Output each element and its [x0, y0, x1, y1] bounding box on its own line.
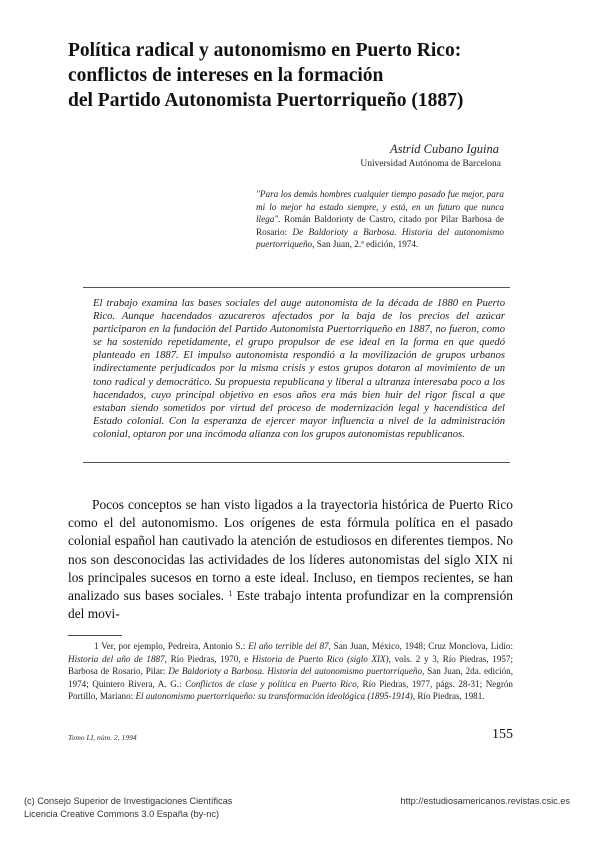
article-title [68, 38, 538, 113]
abstract: El trabajo examina las bases sociales del auge autonomista de la década de 1880 en Puerto Rico. Aunque hacendados azucareros afectados por la baja de los precios del azúcar participaron en la fundación del Partido Autonomista Puertorriqueño en 1887, no fueron, como se ha sostenido repetidamente, el grupo propulsor de ese ideal en la forma en que quedó planteado en 1887. El impulso autonomista respondió a la movilización de grupos urbanos indirectamente perjudicados por la misma crisis y estos grupos dotaron al movimiento de un tono radical y democrático. Su propuesta republicana y liberal a ultranza interesaba poco a los hacendados, cuyo principal objetivo en esos años era más bien huir del rigor fiscal a que estaban siendo sometidos por virtud del proceso de modernización legal y hacendística del Estado colonial. Con la esperanza de ejercer mayor influencia a nivel de la administración colonial, optaron por una incómoda alianza con los grupos autonomistas republicanos. [93, 298, 505, 440]
footnote-text: San Juan, México, 1948; Cruz Monclova, Lidio: [330, 641, 513, 651]
body-text-continued: Este trabajo intenta profundizar en la comprensión del movi- [68, 588, 513, 622]
license-copyright: (c) Consejo Superior de Investigaciones Científicas [24, 796, 233, 806]
footnote-text: Río Piedras, 1981. [415, 691, 485, 702]
volume-info: Tomo LI, núm. 2, 1994 [68, 733, 137, 742]
abstract-top-rule [83, 287, 510, 288]
epigraph-source-title: De Baldorioty a Barbosa. Historia del autonomismo puertorriqueño, [256, 226, 504, 250]
author-affiliation: Universidad Autónoma de Barcelona [360, 159, 501, 169]
abstract-bottom-rule [83, 462, 510, 463]
body-paragraph [68, 496, 513, 623]
footnote-text: 1 Ver, por ejemplo, Pedreira, Antonio S.: [94, 641, 249, 651]
epigraph-quote: "Para los demás hombres cualquier tiempo pasado fue mejor, para mi lo mejor ha estado siempre, y está, en un futuro que nunca llega". [256, 189, 504, 225]
footnote-text: Río Piedras, 1977, págs. 28-31; Negrón Portillo, Mariano: [68, 678, 513, 702]
footnote-cited-title: Conflictos de clase y política en Puerto Rico, [185, 678, 359, 689]
author-name: Astrid Cubano Iguina [389, 142, 499, 156]
body-text: Pocos conceptos se han visto ligados a la trayectoria histórica de Puerto Rico como el del autonomismo. Los orígenes de esta fórmula política en el pasado colonial español han cautivado la atención de estudiosos en diferentes tiempos. No nos son desconocidas las actividades de los líderes autonomistas del siglo XIX ni los principales sucesos en torno a este ideal. Incluso, en tiempos recientes, se han analizado sus bases sociales. [68, 497, 513, 604]
epigraph-attribution: Román Baldorioty de Castro, citado por Pilar Barbosa de Rosario: [256, 214, 504, 237]
license-terms: Licencia Creative Commons 3.0 España (by-nc) [24, 809, 220, 819]
footnote-cited-title: El año terrible del 87, [248, 641, 331, 651]
footnote-rule [68, 635, 122, 636]
title-line: conflictos de intereses en la formación [68, 65, 384, 86]
footnote-text: San Juan, 2da. edición, 1974; Quintero Rivera, A. G.: [68, 666, 513, 689]
footnote-cited-title: De Baldorioty a Barbosa. Historia del autonomismo puertorriqueño, [168, 666, 425, 677]
epigraph-source-tail: San Juan, 2.ª edición, 1974. [314, 239, 419, 250]
page-number: 155 [492, 727, 513, 742]
footnote [68, 640, 513, 703]
footnote-marker[interactable]: 1 [228, 589, 233, 599]
journal-url-link[interactable]: http://estudiosamericanos.revistas.csic.es [400, 796, 570, 806]
footnote-cited-title: Historia de Puerto Rico (siglo XIX), [252, 653, 391, 664]
footnote-cited-title: Historia del año de 1887, [68, 653, 167, 664]
title-line: del Partido Autonomista Puertorriqueño (1887) [68, 90, 464, 111]
footnote-text: vols. 2 y 3, Río Piedras, 1957; Barbosa de Rosario, Pilar: [68, 653, 513, 677]
title-line: Política radical y autonomismo en Puerto Rico: [68, 40, 462, 61]
footnote-cited-title: El autonomismo puertorriqueño: su transformación ideológica (1895-1914), [135, 691, 416, 702]
footnote-text: Río Piedras, 1970, e [166, 653, 252, 664]
epigraph [256, 188, 504, 251]
